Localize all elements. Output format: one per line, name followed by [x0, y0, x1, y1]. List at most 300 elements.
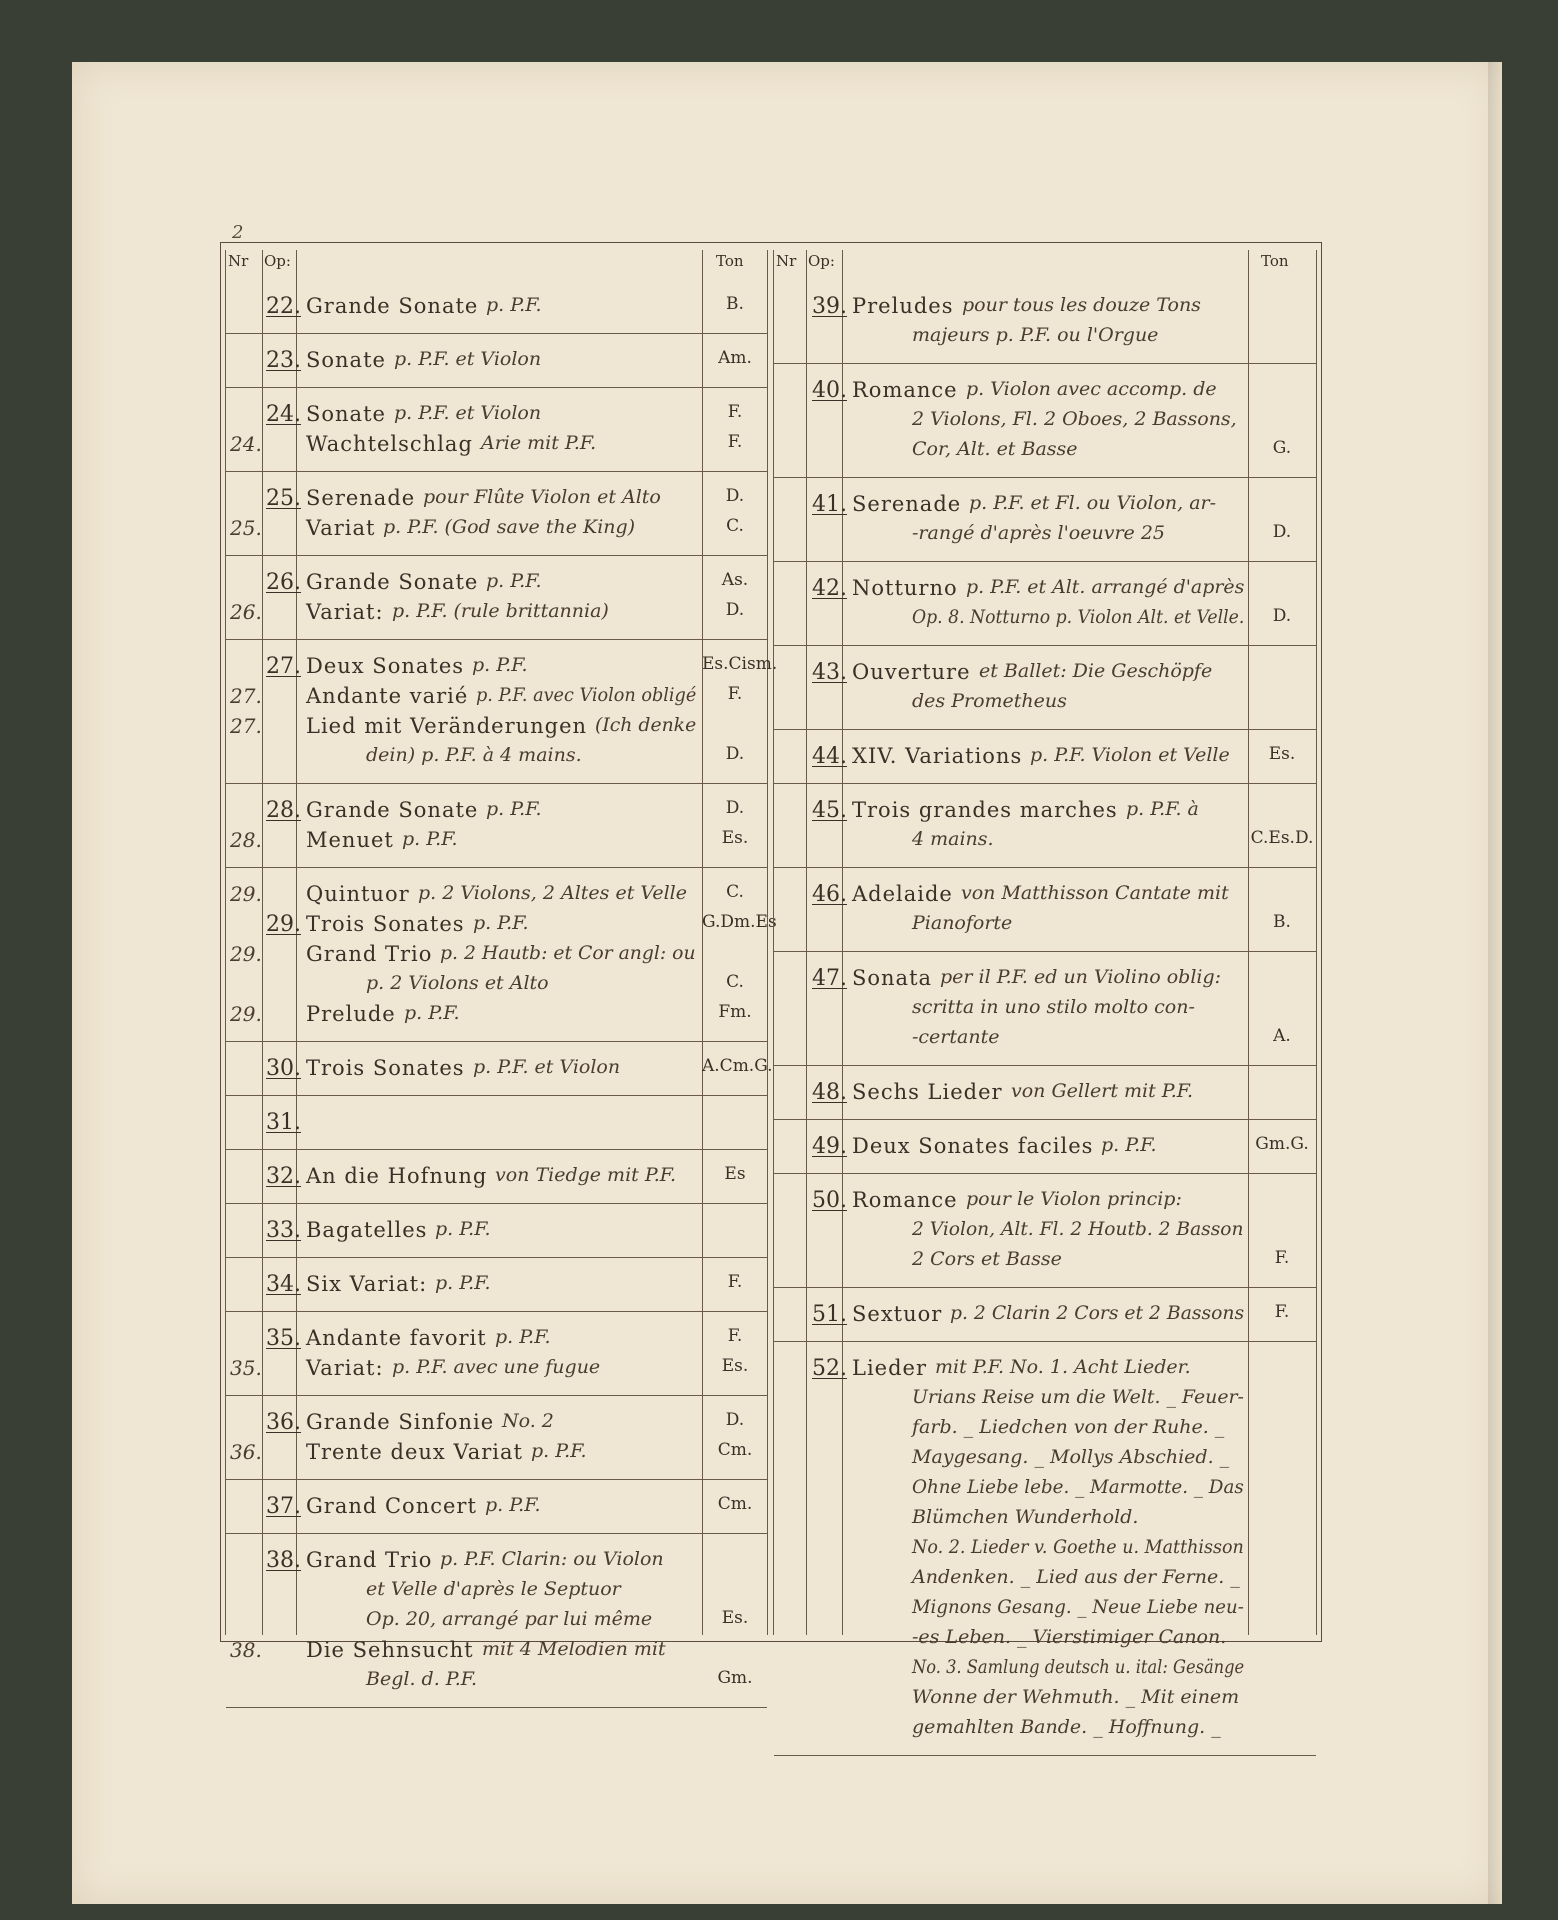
entry-line [774, 492, 1316, 522]
work-detail: Op. 20, arrangé par lui même [366, 1608, 653, 1630]
entry-line [226, 1494, 767, 1524]
work-detail: 2 Cors et Basse [912, 1248, 1062, 1270]
opus-number: 39. [812, 294, 847, 319]
work-title: Trente deux Variat [306, 1440, 523, 1464]
work-detail: von Matthisson Cantate mit [961, 882, 1229, 904]
entry-line [774, 744, 1316, 774]
entry-number: 27. [230, 714, 262, 738]
work-detail: pour tous les douze Tons [962, 294, 1201, 316]
work-title: Grand Concert [306, 1494, 477, 1518]
work-title: Romance [852, 378, 958, 402]
entry-line [774, 1248, 1316, 1278]
catalog-entry [226, 1042, 773, 1096]
work-detail: p. P.F. [473, 912, 529, 934]
entry-number: 29. [230, 882, 262, 906]
page-fold [1488, 62, 1502, 1904]
work-detail: dein) p. P.F. à 4 mains. [366, 744, 582, 766]
opus-number: 44. [812, 744, 847, 769]
work-detail: Blümchen Wunderhold. [912, 1506, 1139, 1528]
work-detail: Cor, Alt. et Basse [912, 438, 1078, 460]
key-tonality: B. [1273, 912, 1291, 932]
entry-line [774, 1686, 1316, 1716]
work-title: Variat: [306, 1356, 384, 1380]
work-detail: p. P.F. et Violon [394, 348, 542, 370]
work-detail: von Tiedge mit P.F. [495, 1164, 677, 1186]
opus-number: 47. [812, 966, 847, 991]
catalog-entry [226, 556, 767, 640]
entry-line [226, 1410, 767, 1440]
work-title: Grand Trio [306, 942, 433, 966]
key-tonality: F. [1274, 1302, 1290, 1322]
entry-line [226, 1056, 773, 1086]
entry-line [774, 1626, 1316, 1656]
work-title: Trois Sonates [306, 912, 465, 936]
work-detail: Mignons Gesang. _ Neue Liebe neu- [912, 1596, 1244, 1618]
catalog-entry [226, 1396, 767, 1480]
work-detail: No. 2. Lieder v. Goethe u. Matthisson [912, 1536, 1244, 1558]
entry-line [774, 798, 1316, 828]
opus-number: 31. [266, 1110, 301, 1135]
key-tonality: D. [725, 744, 745, 764]
work-detail: p. P.F. [531, 1440, 587, 1462]
work-detail: p. P.F. (God save the King) [383, 516, 636, 538]
opus-number: 35. [266, 1326, 301, 1351]
entry-number: 27. [230, 684, 262, 708]
catalog-entry [774, 478, 1316, 562]
work-detail: majeurs p. P.F. ou l'Orgue [912, 324, 1159, 346]
entry-line [226, 744, 767, 774]
work-detail: p. P.F. avec Violon obligé [476, 684, 697, 706]
key-tonality: F. [727, 1326, 743, 1346]
entry-line [226, 1272, 767, 1302]
work-detail: p. Violon avec accomp. de [966, 378, 1217, 400]
work-title: Trois Sonates [306, 1056, 465, 1080]
work-detail: mit P.F. No. 1. Acht Lieder. [935, 1356, 1191, 1378]
entry-line [226, 1326, 767, 1356]
catalog-entry [226, 784, 767, 868]
work-title: Preludes [852, 294, 954, 318]
work-detail: p. P.F. et Violon [394, 402, 542, 424]
entry-line [774, 1476, 1316, 1506]
work-title: Six Variat: [306, 1272, 428, 1296]
entry-line [774, 1506, 1316, 1536]
catalog-entry [226, 1096, 767, 1150]
work-detail: p. P.F. [486, 570, 542, 592]
entry-line [774, 828, 1316, 858]
entry-line [226, 714, 767, 744]
catalog-entry [226, 640, 778, 784]
entry-line [226, 1440, 767, 1470]
catalog-entry [226, 388, 767, 472]
opus-number: 42. [812, 576, 847, 601]
key-tonality: Cm. [717, 1440, 753, 1460]
work-title: Lieder [852, 1356, 927, 1380]
work-detail: No. 3. Samlung deutsch u. ital: Gesänge [912, 1656, 1245, 1678]
work-detail: Pianoforte [912, 912, 1013, 934]
work-title: Adelaide [852, 882, 953, 906]
entry-number: 29. [230, 1002, 262, 1026]
key-tonality: D. [725, 600, 745, 620]
catalog-entry [226, 868, 777, 1042]
work-detail: pour Flûte Violon et Alto [423, 486, 661, 508]
catalog-entry [774, 364, 1316, 478]
opus-number: 23. [266, 348, 301, 373]
catalog-entry [774, 280, 1316, 364]
entry-line [774, 1536, 1316, 1566]
work-detail: -certante [912, 1026, 1000, 1048]
entry-number: 35. [230, 1356, 262, 1380]
catalog-entry [774, 1066, 1316, 1120]
opus-number: 34. [266, 1272, 301, 1297]
entry-line [226, 294, 767, 324]
work-title: Deux Sonates [306, 654, 465, 678]
entry-line [226, 516, 767, 546]
work-title: Sonate [306, 402, 386, 426]
entry-number: 26. [230, 600, 262, 624]
key-tonality: Gm.G. [1255, 1134, 1309, 1154]
catalog-entry [774, 952, 1316, 1066]
work-detail: p. 2 Violons et Alto [366, 972, 549, 994]
work-title: Variat [306, 516, 376, 540]
opus-number: 51. [812, 1302, 847, 1327]
key-tonality: D. [725, 486, 745, 506]
entry-line [226, 1356, 767, 1386]
opus-number: 27. [266, 654, 301, 679]
opus-number: 49. [812, 1134, 847, 1159]
work-detail: p. P.F. [404, 1002, 460, 1024]
work-title: Lied mit Veränderungen [306, 714, 588, 738]
opus-number: 32. [266, 1164, 301, 1189]
entry-line [226, 1608, 767, 1638]
opus-number: 50. [812, 1188, 847, 1213]
entry-line [774, 1188, 1316, 1218]
work-detail: p. P.F. [485, 1494, 541, 1516]
work-detail: -es Leben. _ Vierstimiger Canon. [912, 1626, 1227, 1648]
header-nr: Nr [776, 252, 797, 270]
entry-line [226, 684, 767, 714]
catalog-entry [226, 1312, 767, 1396]
work-detail: -rangé d'après l'oeuvre 25 [912, 522, 1166, 544]
key-tonality: Es.Cism. [702, 654, 778, 674]
key-tonality: D. [725, 1410, 745, 1430]
entry-line [774, 438, 1316, 468]
entry-line [226, 1548, 767, 1578]
opus-number: 26. [266, 570, 301, 595]
work-title: An die Hofnung [306, 1164, 488, 1188]
work-detail: von Gellert mit P.F. [1011, 1080, 1194, 1102]
work-detail: p. P.F. avec une fugue [392, 1356, 601, 1378]
entry-line [774, 606, 1316, 636]
entry-line [774, 1566, 1316, 1596]
work-title: Variat: [306, 600, 384, 624]
work-detail: et Velle d'après le Septuor [366, 1578, 621, 1600]
page-number: 2 [232, 222, 244, 243]
key-tonality: F. [727, 432, 743, 452]
entry-number: 24. [230, 432, 262, 456]
catalog-entry [774, 1342, 1316, 1756]
entry-line [774, 1134, 1316, 1164]
catalog-entry [226, 1204, 767, 1258]
key-tonality: A.Cm.G. [702, 1056, 773, 1076]
catalog-entry [774, 1288, 1316, 1342]
key-tonality: G. [1272, 438, 1292, 458]
work-title: Wachtelschlag [306, 432, 473, 456]
key-tonality: B. [726, 294, 744, 314]
entry-number: 28. [230, 828, 262, 852]
work-title: Notturno [852, 576, 958, 600]
key-tonality: Gm. [717, 1668, 753, 1688]
entry-line [226, 1110, 767, 1140]
work-detail: p. 2 Violons, 2 Altes et Velle [418, 882, 687, 904]
work-title: Quintuor [306, 882, 410, 906]
opus-number: 25. [266, 486, 301, 511]
left-column [225, 250, 778, 1690]
work-title: Trois grandes marches [852, 798, 1118, 822]
entry-line [774, 294, 1316, 324]
entry-line [226, 570, 767, 600]
work-detail: 2 Violons, Fl. 2 Oboes, 2 Bassons, [912, 408, 1237, 430]
opus-number: 28. [266, 798, 301, 823]
work-title: Die Sehnsucht [306, 1638, 474, 1662]
work-detail: Maygesang. _ Mollys Abschied. _ [912, 1446, 1230, 1468]
opus-number: 48. [812, 1080, 847, 1105]
work-detail: p. P.F. [1101, 1134, 1157, 1156]
work-title: Ouverture [852, 660, 971, 684]
entry-line [226, 1218, 767, 1248]
entry-line [774, 882, 1316, 912]
catalog-entry [774, 1120, 1316, 1174]
catalog-entry [774, 784, 1316, 868]
entry-line [226, 348, 767, 378]
key-tonality: F. [727, 402, 743, 422]
work-detail: p. 2 Clarin 2 Cors et 2 Bassons [950, 1302, 1245, 1324]
work-detail: Andenken. _ Lied aus der Ferne. _ [912, 1566, 1240, 1588]
work-title: XIV. Variations [852, 744, 1023, 768]
opus-number: 40. [812, 378, 847, 403]
work-detail: Begl. d. P.F. [366, 1668, 478, 1690]
work-detail: p. P.F. à [1126, 798, 1199, 820]
key-tonality: D. [725, 798, 745, 818]
work-detail: p. P.F. et Alt. arrangé d'après [966, 576, 1245, 598]
entry-line [226, 432, 767, 462]
key-tonality: Es. [721, 828, 749, 848]
key-tonality: F. [1274, 1248, 1290, 1268]
work-detail: No. 2 [502, 1410, 554, 1432]
opus-number: 30. [266, 1056, 301, 1081]
work-title: Grande Sonate [306, 570, 479, 594]
work-detail: p. P.F. [402, 828, 458, 850]
catalog-entry [774, 646, 1316, 730]
key-tonality: C. [726, 516, 744, 536]
work-title: Deux Sonates faciles [852, 1134, 1094, 1158]
entry-line [774, 1302, 1316, 1332]
entry-line [226, 402, 767, 432]
entry-line [774, 522, 1316, 552]
entry-line [774, 690, 1316, 720]
opus-number: 43. [812, 660, 847, 685]
work-detail: des Prometheus [912, 690, 1067, 712]
work-detail: p. P.F. [435, 1272, 491, 1294]
opus-number: 52. [812, 1356, 847, 1381]
work-detail: p. P.F. [435, 1218, 491, 1240]
key-tonality: D. [1272, 606, 1292, 626]
opus-number: 45. [812, 798, 847, 823]
catalog-entry [226, 472, 767, 556]
key-tonality: Es. [721, 1356, 749, 1376]
work-title: Sextuor [852, 1302, 943, 1326]
entry-line [226, 1638, 767, 1668]
work-detail: Op. 8. Notturno p. Violon Alt. et Velle. [912, 606, 1245, 628]
work-detail: mit 4 Melodien mit [482, 1638, 666, 1660]
catalog-entry [226, 1258, 767, 1312]
work-title: Andante favorit [306, 1326, 487, 1350]
opus-number: 29. [266, 912, 301, 937]
entry-line [226, 882, 767, 912]
work-detail: farb. _ Liedchen von der Ruhe. _ [912, 1416, 1225, 1438]
opus-number: 33. [266, 1218, 301, 1243]
entry-line [226, 654, 778, 684]
key-tonality: F. [727, 1272, 743, 1292]
work-title: Bagatelles [306, 1218, 428, 1242]
entry-line [226, 1164, 767, 1194]
catalog-entry [226, 1150, 767, 1204]
key-tonality: Fm. [718, 1002, 752, 1022]
work-detail: p. P.F. [472, 654, 528, 676]
key-tonality: C. [726, 882, 744, 902]
work-detail: gemahlten Bande. _ Hoffnung. _ [912, 1716, 1221, 1738]
entry-number: 38. [230, 1638, 262, 1662]
work-detail: p. P.F. et Fl. ou Violon, ar- [969, 492, 1217, 514]
entry-line [774, 996, 1316, 1026]
key-tonality: As. [721, 570, 749, 590]
entry-line [774, 1386, 1316, 1416]
entry-number: 36. [230, 1440, 262, 1464]
work-title: Grand Trio [306, 1548, 433, 1572]
opus-number: 36. [266, 1410, 301, 1435]
entry-line [774, 1716, 1316, 1746]
work-title: Sonata [852, 966, 933, 990]
work-title: Grande Sonate [306, 798, 479, 822]
entry-line [774, 1026, 1316, 1056]
key-tonality: Es. [1268, 744, 1296, 764]
entry-line [774, 1416, 1316, 1446]
catalog-entry [774, 730, 1316, 784]
opus-number: 46. [812, 882, 847, 907]
entry-line [774, 408, 1316, 438]
entry-line [774, 912, 1316, 942]
entry-line [774, 1080, 1316, 1110]
entry-line [226, 828, 767, 858]
work-detail: p. P.F. et Violon [473, 1056, 621, 1078]
catalog-entry [774, 1174, 1316, 1288]
opus-number: 37. [266, 1494, 301, 1519]
right-column [773, 250, 1317, 1738]
entry-line [226, 600, 767, 630]
key-tonality: C.Es.D. [1250, 828, 1314, 848]
entry-line [226, 486, 767, 516]
entry-line [226, 942, 767, 972]
work-detail: p. P.F. [495, 1326, 551, 1348]
entry-line [774, 324, 1316, 354]
work-detail: 4 mains. [912, 828, 994, 850]
entry-line [774, 1446, 1316, 1476]
opus-number: 38. [266, 1548, 301, 1573]
work-title: Prelude [306, 1002, 396, 1026]
catalog-entry [226, 334, 767, 388]
entry-line [226, 912, 777, 942]
entry-line [774, 1218, 1316, 1248]
work-detail: p. P.F. [486, 294, 542, 316]
key-tonality: D. [1272, 522, 1292, 542]
work-title: Andante varié [306, 684, 469, 708]
work-title: Grande Sonate [306, 294, 479, 318]
work-title: Romance [852, 1188, 958, 1212]
key-tonality: Es [724, 1164, 746, 1184]
key-tonality: Cm. [717, 1494, 753, 1514]
entry-line [774, 576, 1316, 606]
key-tonality: C. [726, 972, 744, 992]
work-detail: p. P.F. (rule brittannia) [392, 600, 609, 622]
key-tonality: G.Dm.Es [702, 912, 777, 932]
work-title: Sonate [306, 348, 386, 372]
entry-line [774, 1356, 1316, 1386]
catalog-entry [774, 868, 1316, 952]
work-detail: et Ballet: Die Geschöpfe [979, 660, 1213, 682]
catalog-entry [774, 562, 1316, 646]
work-detail: p. 2 Hautb: et Cor angl: ou [440, 942, 696, 964]
work-detail: p. P.F. Clarin: ou Violon [440, 1548, 664, 1570]
key-tonality: A. [1273, 1026, 1291, 1046]
work-title: Serenade [852, 492, 962, 516]
entry-line [226, 972, 767, 1002]
key-tonality: Es. [721, 1608, 749, 1628]
work-detail: Ohne Liebe lebe. _ Marmotte. _ Das [912, 1476, 1244, 1498]
catalog-entry [226, 280, 767, 334]
opus-number: 41. [812, 492, 847, 517]
entry-line [774, 1596, 1316, 1626]
work-detail: Urians Reise um die Welt. _ Feuer- [912, 1386, 1244, 1408]
work-detail: 2 Violon, Alt. Fl. 2 Houtb. 2 Basson [912, 1218, 1244, 1240]
key-tonality: Am. [718, 348, 752, 368]
work-detail: Arie mit P.F. [481, 432, 597, 454]
work-detail: Wonne der Wehmuth. _ Mit einem [912, 1686, 1240, 1708]
key-tonality: F. [727, 684, 743, 704]
entry-line [774, 378, 1316, 408]
work-detail: pour le Violon princip: [966, 1188, 1182, 1210]
header-ton: Ton [1261, 252, 1289, 270]
entry-line [226, 798, 767, 828]
work-title: Serenade [306, 486, 416, 510]
work-detail: p. P.F. [486, 798, 542, 820]
header-op: Op: [264, 252, 291, 270]
header-op: Op: [808, 252, 835, 270]
header-nr: Nr [228, 252, 249, 270]
entry-line [774, 1656, 1316, 1686]
opus-number: 24. [266, 402, 301, 427]
work-title: Grande Sinfonie [306, 1410, 495, 1434]
entry-line [226, 1668, 767, 1698]
work-detail: scritta in uno stilo molto con- [912, 996, 1195, 1018]
entry-number: 29. [230, 942, 262, 966]
entry-line [226, 1002, 767, 1032]
header-ton: Ton [716, 252, 744, 270]
work-detail: (Ich denke [595, 714, 697, 736]
work-title: Sechs Lieder [852, 1080, 1003, 1104]
work-title: Menuet [306, 828, 394, 852]
work-detail: per il P.F. ed un Violino oblig: [940, 966, 1222, 988]
catalog-entry [226, 1480, 767, 1534]
catalog-entry [226, 1534, 767, 1708]
